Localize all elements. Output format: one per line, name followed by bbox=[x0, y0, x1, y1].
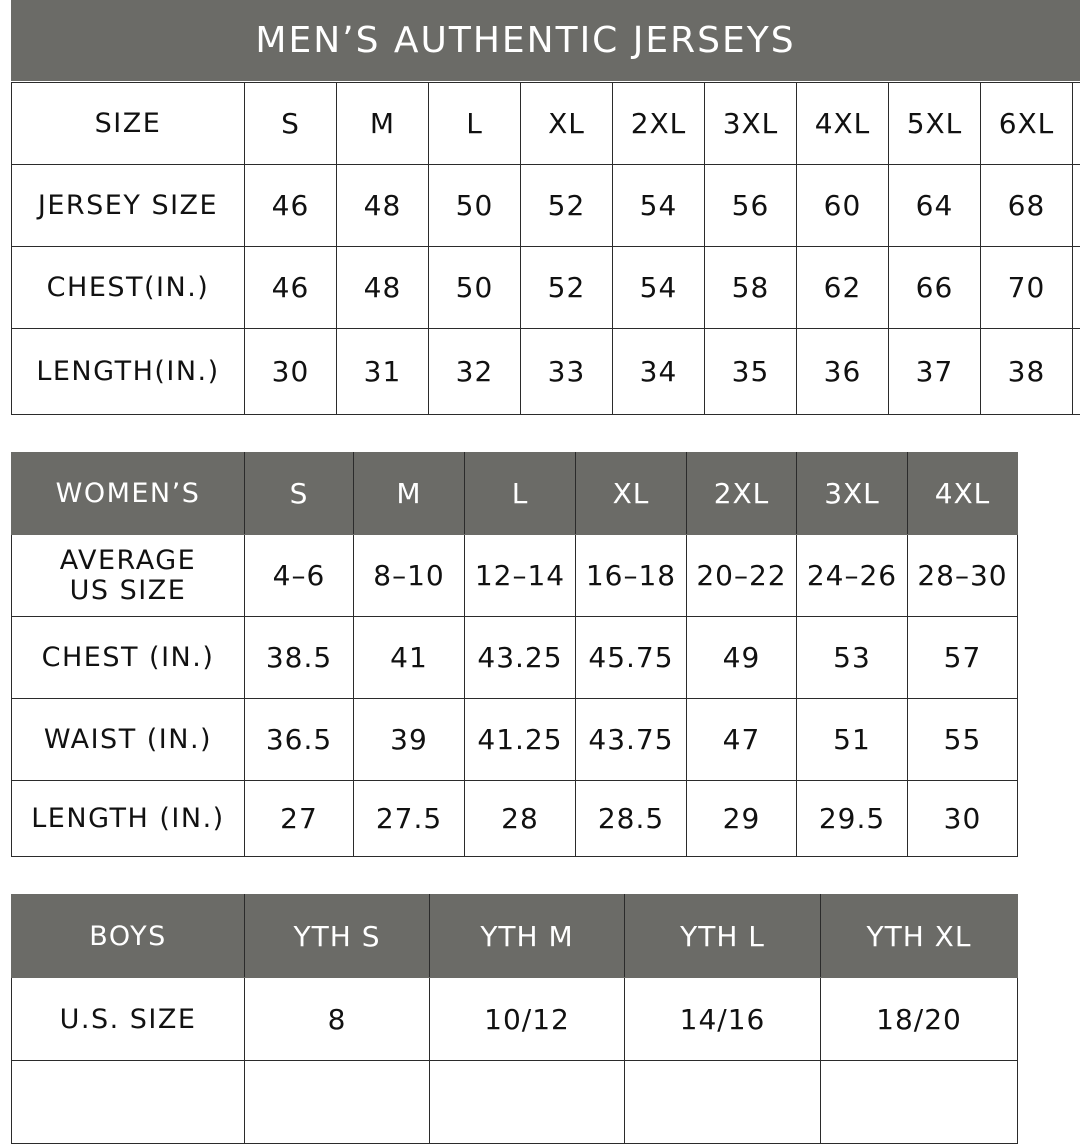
table-cell: 48 bbox=[337, 247, 429, 329]
table-cell: 31 bbox=[337, 329, 429, 415]
boys-header-label: BOYS bbox=[12, 895, 245, 978]
mens-length-row bbox=[12, 329, 1080, 415]
table-cell: 29 bbox=[687, 781, 797, 857]
table-cell: 46 bbox=[245, 247, 337, 329]
table-cell: 30 bbox=[908, 781, 1018, 857]
table-cell: 41 bbox=[354, 617, 465, 699]
table-cell: 49 bbox=[687, 617, 797, 699]
mens-title-bar bbox=[11, 0, 1080, 81]
row-label-line: AVERAGE bbox=[12, 546, 244, 576]
table-cell: 43.25 bbox=[465, 617, 576, 699]
table-cell: 62 bbox=[797, 247, 889, 329]
mens-col-xl: XL bbox=[521, 83, 613, 165]
table-cell: 35 bbox=[705, 329, 797, 415]
womens-header-row bbox=[12, 453, 1018, 535]
row-label: CHEST (IN.) bbox=[12, 617, 245, 699]
table-cell bbox=[12, 1061, 245, 1144]
table-cell: 33 bbox=[521, 329, 613, 415]
table-cell: 34 bbox=[613, 329, 705, 415]
table-cell: 4–6 bbox=[245, 535, 354, 617]
table-cell: 50 bbox=[429, 165, 521, 247]
womens-header-label: WOMEN’S bbox=[12, 453, 245, 535]
table-cell: 28–30 bbox=[908, 535, 1018, 617]
table-cell: 27.5 bbox=[354, 781, 465, 857]
mens-col-2xl: 2XL bbox=[613, 83, 705, 165]
table-cell: 56 bbox=[705, 165, 797, 247]
womens-waist-row bbox=[12, 699, 1018, 781]
table-cell: 60 bbox=[797, 165, 889, 247]
row-label bbox=[12, 535, 245, 617]
table-cell bbox=[430, 1061, 625, 1144]
womens-length-row bbox=[12, 781, 1018, 857]
mens-col-3xl: 3XL bbox=[705, 83, 797, 165]
table-cell: 68 bbox=[981, 165, 1073, 247]
row-label: JERSEY SIZE bbox=[12, 165, 245, 247]
table-cell: 27 bbox=[245, 781, 354, 857]
table-cell: 55 bbox=[908, 699, 1018, 781]
row-label: WAIST (IN.) bbox=[12, 699, 245, 781]
table-cell: 52 bbox=[521, 247, 613, 329]
mens-col-m: M bbox=[337, 83, 429, 165]
table-cell: 36 bbox=[797, 329, 889, 415]
table-cell: 66 bbox=[889, 247, 981, 329]
mens-cut-cell bbox=[1073, 329, 1080, 415]
mens-col-l: L bbox=[429, 83, 521, 165]
table-cell: 50 bbox=[429, 247, 521, 329]
table-cell: 57 bbox=[908, 617, 1018, 699]
mens-cut-cell bbox=[1073, 247, 1080, 329]
table-cell: 54 bbox=[613, 165, 705, 247]
womens-us-size-row bbox=[12, 535, 1018, 617]
table-cell: 28.5 bbox=[576, 781, 687, 857]
mens-col-5xl: 5XL bbox=[889, 83, 981, 165]
womens-col-2xl: 2XL bbox=[687, 453, 797, 535]
table-cell: 70 bbox=[981, 247, 1073, 329]
table-cell: 53 bbox=[797, 617, 908, 699]
boys-us-size-row bbox=[12, 978, 1018, 1061]
row-label: LENGTH(IN.) bbox=[12, 329, 245, 415]
mens-col-6xl: 6XL bbox=[981, 83, 1073, 165]
mens-col-4xl: 4XL bbox=[797, 83, 889, 165]
table-cell: 10/12 bbox=[430, 978, 625, 1061]
womens-chest-row bbox=[12, 617, 1018, 699]
table-cell: 30 bbox=[245, 329, 337, 415]
mens-size-table bbox=[11, 82, 1080, 415]
table-cell: 47 bbox=[687, 699, 797, 781]
boys-cut-row bbox=[12, 1061, 1018, 1144]
womens-col-s: S bbox=[245, 453, 354, 535]
table-cell: 14/16 bbox=[625, 978, 821, 1061]
mens-cut-cell bbox=[1073, 83, 1080, 165]
table-cell: 38 bbox=[981, 329, 1073, 415]
table-cell: 48 bbox=[337, 165, 429, 247]
table-cell bbox=[245, 1061, 430, 1144]
table-cell: 16–18 bbox=[576, 535, 687, 617]
table-cell: 28 bbox=[465, 781, 576, 857]
row-label: LENGTH (IN.) bbox=[12, 781, 245, 857]
table-cell: 41.25 bbox=[465, 699, 576, 781]
womens-col-3xl: 3XL bbox=[797, 453, 908, 535]
boys-header-row bbox=[12, 895, 1018, 978]
boys-size-table bbox=[11, 894, 1018, 1144]
boys-col-yth-m: YTH M bbox=[430, 895, 625, 978]
boys-col-yth-l: YTH L bbox=[625, 895, 821, 978]
table-cell: 12–14 bbox=[465, 535, 576, 617]
table-cell: 43.75 bbox=[576, 699, 687, 781]
row-label: U.S. SIZE bbox=[12, 978, 245, 1061]
table-cell: 36.5 bbox=[245, 699, 354, 781]
table-cell: 37 bbox=[889, 329, 981, 415]
mens-size-label: SIZE bbox=[12, 83, 245, 165]
table-cell: 24–26 bbox=[797, 535, 908, 617]
boys-col-yth-s: YTH S bbox=[245, 895, 430, 978]
mens-col-s: S bbox=[245, 83, 337, 165]
mens-jersey-size-row bbox=[12, 165, 1080, 247]
mens-cut-cell bbox=[1073, 165, 1080, 247]
table-cell: 18/20 bbox=[821, 978, 1018, 1061]
row-label-line: US SIZE bbox=[12, 576, 244, 606]
table-cell: 64 bbox=[889, 165, 981, 247]
womens-col-l: L bbox=[465, 453, 576, 535]
table-cell: 20–22 bbox=[687, 535, 797, 617]
mens-title: MEN’S AUTHENTIC JERSEYS bbox=[255, 20, 835, 61]
table-cell: 51 bbox=[797, 699, 908, 781]
womens-size-table bbox=[11, 452, 1018, 857]
boys-col-yth-xl: YTH XL bbox=[821, 895, 1018, 978]
table-cell: 58 bbox=[705, 247, 797, 329]
mens-chest-row bbox=[12, 247, 1080, 329]
mens-size-row bbox=[12, 83, 1080, 165]
table-cell: 52 bbox=[521, 165, 613, 247]
table-cell: 32 bbox=[429, 329, 521, 415]
table-cell bbox=[821, 1061, 1018, 1144]
table-cell: 29.5 bbox=[797, 781, 908, 857]
table-cell bbox=[625, 1061, 821, 1144]
table-cell: 45.75 bbox=[576, 617, 687, 699]
row-label: CHEST(IN.) bbox=[12, 247, 245, 329]
table-cell: 8–10 bbox=[354, 535, 465, 617]
table-cell: 39 bbox=[354, 699, 465, 781]
womens-col-xl: XL bbox=[576, 453, 687, 535]
table-cell: 54 bbox=[613, 247, 705, 329]
table-cell: 8 bbox=[245, 978, 430, 1061]
table-cell: 46 bbox=[245, 165, 337, 247]
table-cell: 38.5 bbox=[245, 617, 354, 699]
womens-col-4xl: 4XL bbox=[908, 453, 1018, 535]
womens-col-m: M bbox=[354, 453, 465, 535]
